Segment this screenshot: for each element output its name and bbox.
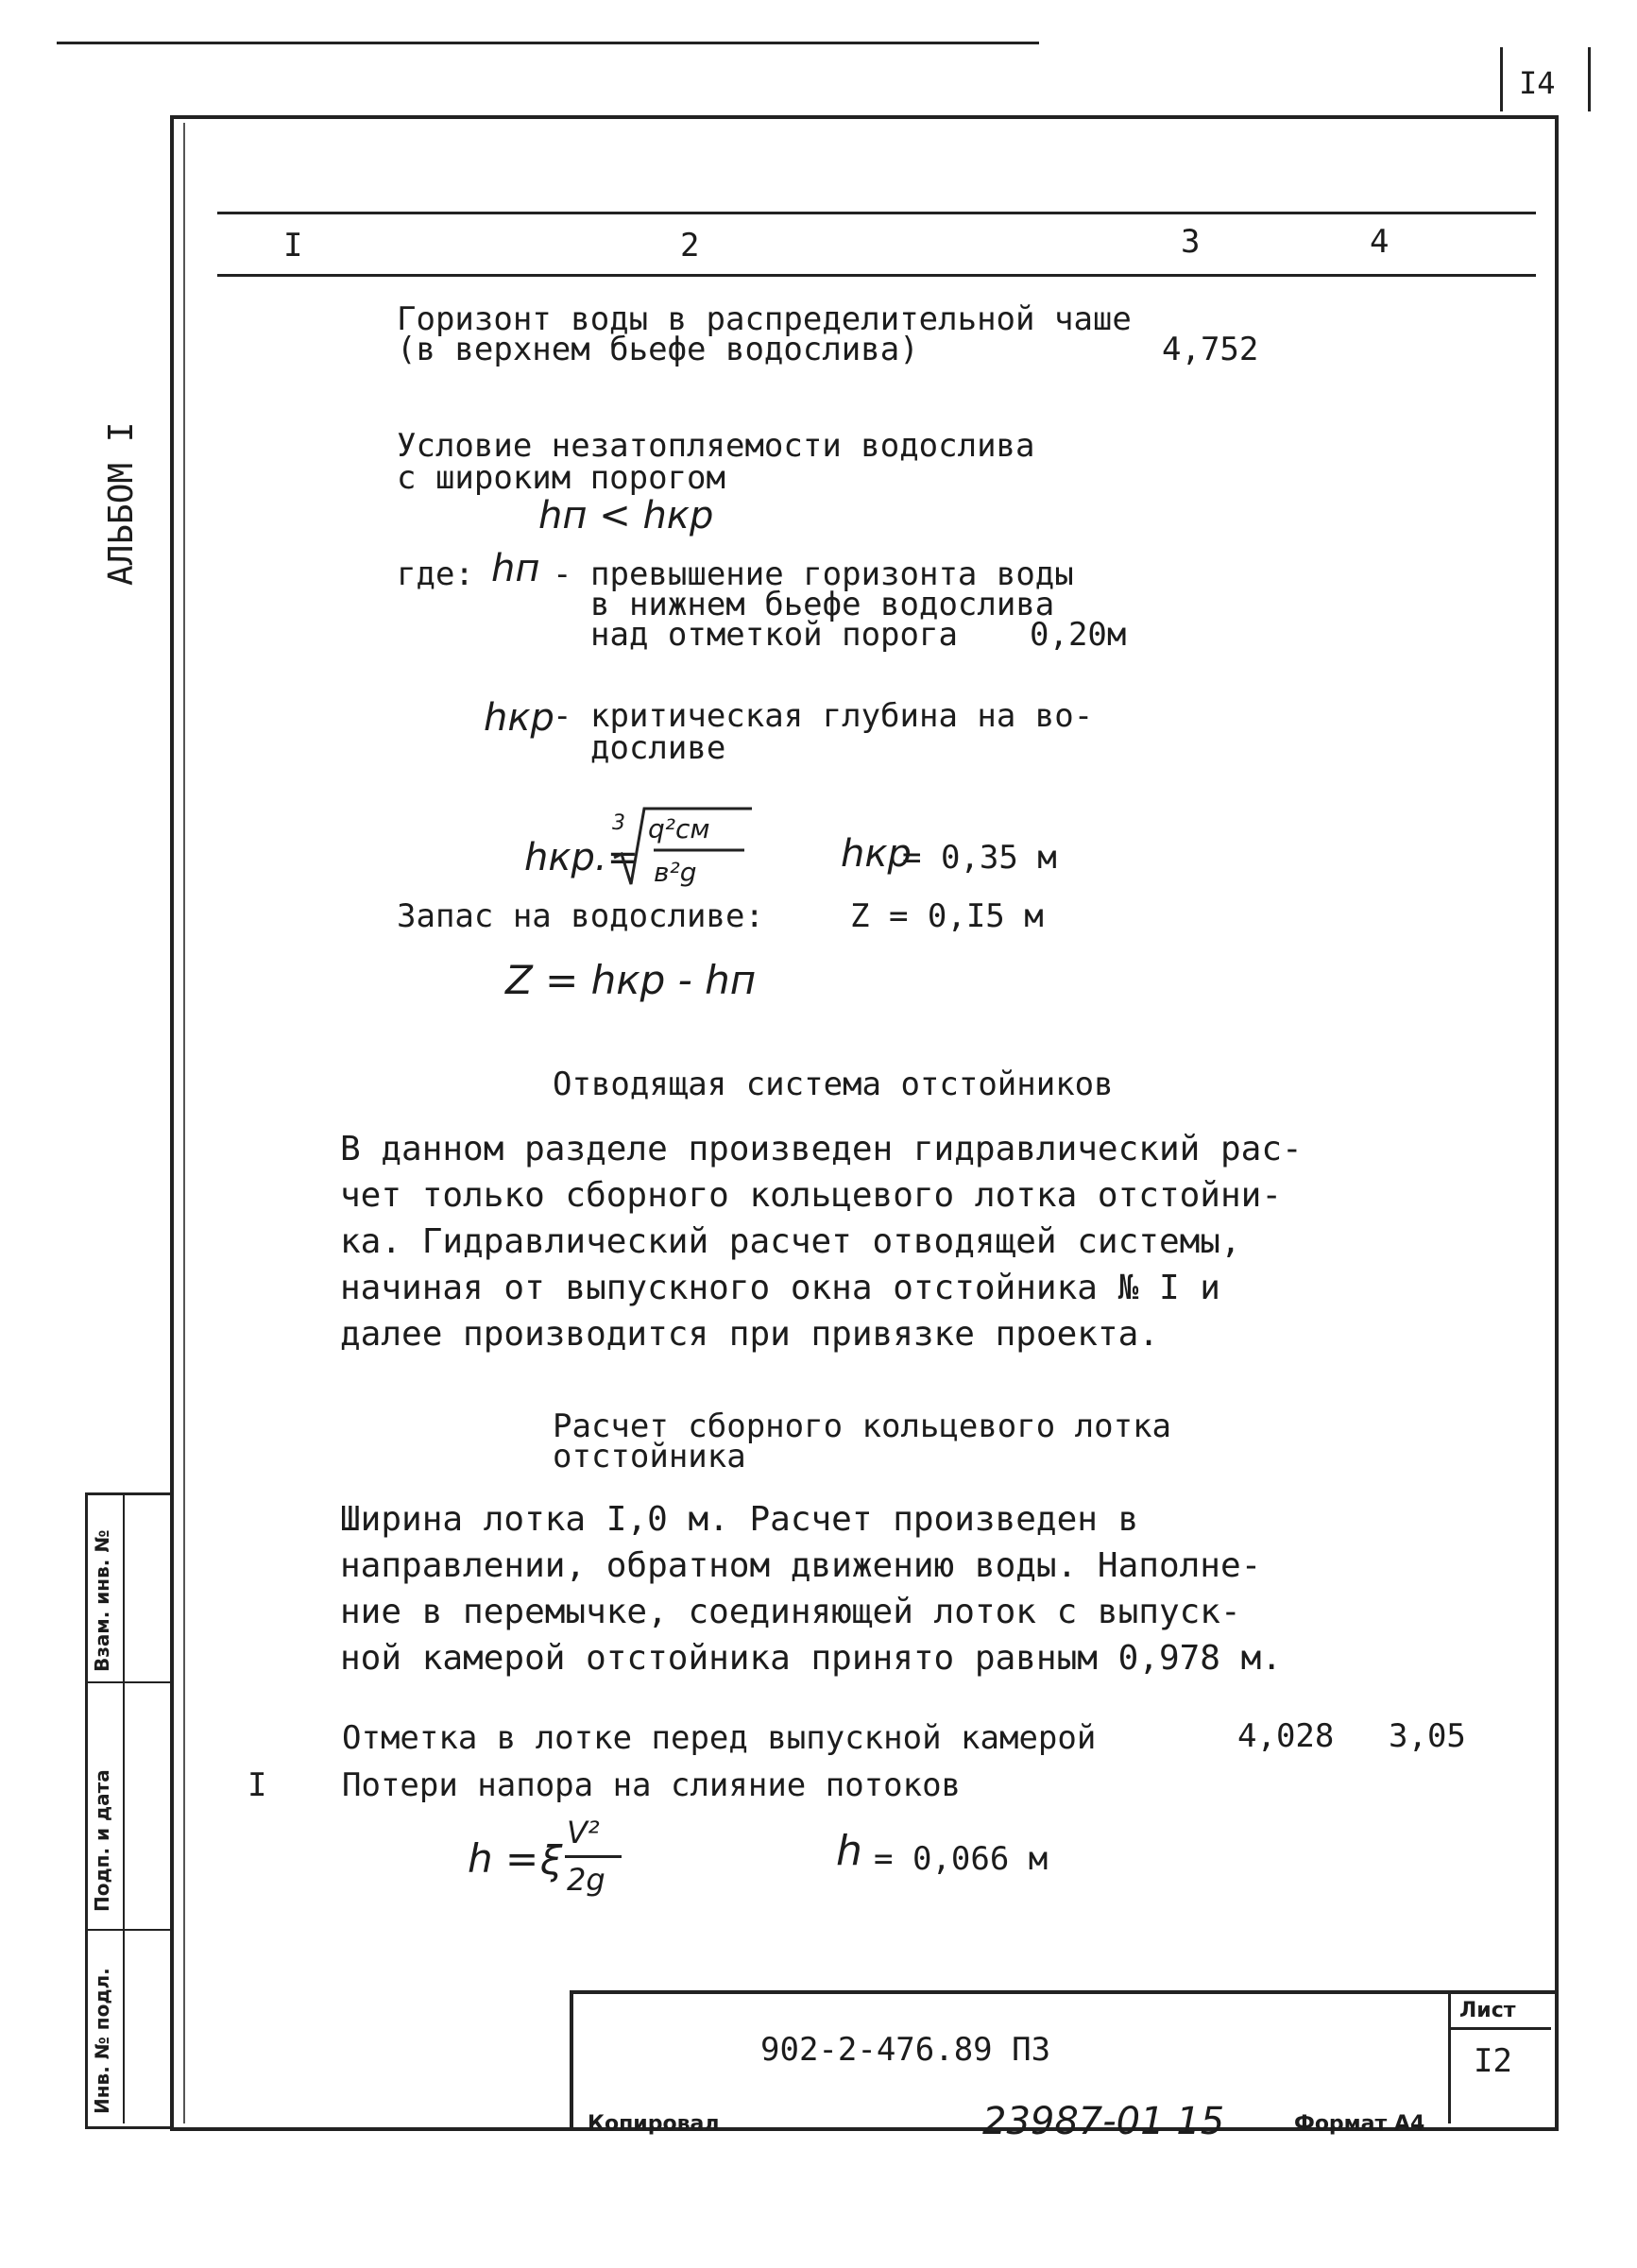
column-header-4: 4 — [1370, 223, 1390, 261]
page-number-top: I4 — [1519, 65, 1556, 101]
section1-title: Отводящая система отстойников — [553, 1066, 1114, 1103]
section1-line-1: В данном разделе произведен гидравлический рас- — [340, 1130, 1303, 1168]
section1-line-4: начиная от выпускного окна отстойника № I и — [340, 1269, 1220, 1307]
where-label: где: — [397, 555, 474, 593]
side-stamp-sep-2 — [85, 1929, 170, 1931]
section2-line-2: направлении, обратном движению воды. Наполне- — [340, 1546, 1262, 1585]
hkp-formula-numerator: q²см — [648, 813, 710, 844]
hn-symbol: hп — [491, 547, 540, 590]
water-level-value: 4,752 — [1162, 331, 1259, 368]
section1-line-2: чет только сборного кольцевого лотка отстойни- — [340, 1176, 1282, 1215]
hn-desc3: над отметкой порога — [590, 616, 958, 654]
loss-formula-fraction-bar — [565, 1855, 622, 1858]
frame-inner-left — [183, 123, 185, 2123]
title-block-divider — [1448, 1990, 1451, 2123]
side-stamp-sep-1 — [85, 1681, 170, 1683]
album-label: АЛЬБОМ I — [102, 421, 141, 586]
column-header-bottom-rule — [217, 274, 1536, 277]
hkp-result-symbol: hкр — [841, 832, 912, 876]
mark-row-label: Отметка в лотке перед выпускной камерой — [342, 1719, 1097, 1757]
loss-formula-lhs: h = — [468, 1835, 539, 1882]
title-block-sheet-label: Лист — [1459, 1999, 1516, 2022]
side-stamp-inv-orig: Инв. № подл. — [91, 1968, 113, 2114]
hkp-desc1: критическая глубина на во- — [590, 697, 1094, 735]
hn-dash: - — [553, 555, 572, 593]
mark-row-col3: 4,028 — [1237, 1717, 1335, 1755]
section2-line-1: Ширина лотка I,0 м. Расчет произведен в — [340, 1500, 1139, 1539]
hkp-result: = 0,35 м — [902, 839, 1057, 877]
loss-formula-numerator: V² — [567, 1815, 600, 1850]
condition-line1: Условие незатопляемости водослива — [397, 427, 1035, 465]
hkp-desc2: досливе — [590, 729, 726, 767]
reserve-z-value: Z = 0,I5 м — [850, 897, 1044, 935]
column-header-3: 3 — [1181, 223, 1201, 261]
loss-row-number: I — [247, 1766, 267, 1804]
hkp-dash: - — [553, 697, 572, 735]
condition-formula: hп < hкр — [538, 494, 714, 537]
side-stamp-sign-date: Подп. и дата — [91, 1769, 113, 1912]
footer-format: Формат А4 — [1294, 2112, 1425, 2136]
section2-title-2: отстойника — [553, 1438, 746, 1475]
water-level-line1: Горизонт воды в распределительной чаше — [397, 300, 1132, 338]
column-header-2: 2 — [680, 227, 700, 264]
page-frame — [170, 115, 1559, 2131]
side-stamp-replace: Взам. инв. № — [91, 1529, 113, 1672]
hn-value: 0,20м — [1030, 616, 1127, 654]
loss-formula-denominator: 2g — [567, 1862, 605, 1898]
section2-line-3: ние в перемычке, соединяющей лоток с выпуск- — [340, 1593, 1241, 1631]
section2-line-4: ной камерой отстойника принято равным 0,978 м. — [340, 1639, 1282, 1678]
footer-copied: Копировал — [588, 2112, 720, 2136]
hkp-formula-lhs: hкр.= — [524, 836, 639, 879]
hkp-formula-root-index: 3 — [612, 811, 625, 835]
hn-desc1: превышение горизонта воды — [590, 555, 1074, 593]
loss-result-symbol: h — [836, 1827, 862, 1875]
title-block-doc-code: 902-2-476.89 ПЗ — [760, 2031, 1051, 2069]
title-block-sheet-number: I2 — [1474, 2042, 1512, 2080]
loss-formula-xi: ξ — [540, 1837, 563, 1884]
water-level-line2: (в верхнем бьефе водослива) — [397, 331, 919, 368]
section2-title-1: Расчет сборного кольцевого лотка — [553, 1407, 1172, 1445]
reserve-formula: Z = hкр - hп — [505, 957, 757, 1003]
title-block-sheet-rule — [1448, 2027, 1551, 2030]
section1-line-5: далее производится при привязке проекта. — [340, 1315, 1159, 1354]
condition-line2: с широким порогом — [397, 459, 725, 497]
footer-handwritten-number: 23987-01 15 — [982, 2100, 1225, 2143]
reserve-label: Запас на водосливе: — [397, 897, 764, 935]
loss-result: = 0,066 м — [874, 1840, 1049, 1878]
mark-row-col4: 3,05 — [1389, 1717, 1466, 1755]
section1-line-3: ка. Гидравлический расчет отводящей системы, — [340, 1222, 1241, 1261]
hkp-formula-denominator: в²g — [654, 857, 697, 888]
side-stamp-divider — [123, 1492, 125, 2123]
loss-row-label: Потери напора на слияние потоков — [342, 1766, 962, 1804]
top-rule — [57, 42, 1039, 44]
column-header-1: I — [283, 227, 303, 264]
hn-desc2: в нижнем бьефе водослива — [590, 586, 1055, 623]
hkp-symbol: hкр — [484, 696, 554, 740]
column-header-top-rule — [217, 212, 1536, 214]
